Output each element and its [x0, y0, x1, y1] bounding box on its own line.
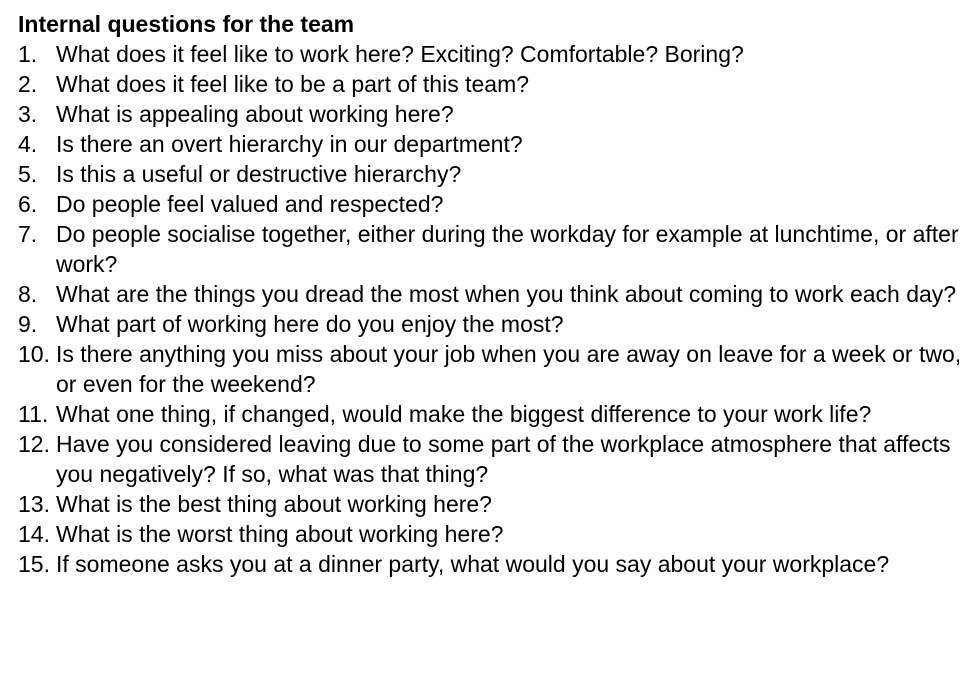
question-text: What is the best thing about working here? [56, 491, 492, 517]
question-number: 2. [18, 71, 38, 97]
question-text: Do people socialise together, either during the workday for example at lunchtime, or after work? [56, 221, 959, 277]
question-text: Have you considered leaving due to some part of the workplace atmosphere that affects you negatively? If so, what was that thing? [56, 431, 951, 487]
question-number: 13. [18, 491, 50, 517]
question-item [18, 339, 963, 399]
question-text: Do people feel valued and respected? [56, 191, 444, 217]
question-item [18, 159, 963, 189]
question-text: What part of working here do you enjoy the most? [56, 311, 564, 337]
question-item [18, 549, 963, 579]
question-item [18, 69, 963, 99]
question-item [18, 189, 963, 219]
question-text: If someone asks you at a dinner party, what would you say about your workplace? [56, 551, 890, 577]
question-text: Is this a useful or destructive hierarchy? [56, 161, 462, 187]
question-number: 8. [18, 281, 38, 307]
question-text: Is there an overt hierarchy in our department? [56, 131, 523, 157]
question-item [18, 219, 963, 279]
question-number: 1. [18, 41, 38, 67]
document-title: Internal questions for the team [18, 11, 355, 37]
question-item [18, 39, 963, 69]
question-item [18, 489, 963, 519]
question-item [18, 399, 963, 429]
question-item [18, 129, 963, 159]
question-number: 3. [18, 101, 38, 127]
question-item [18, 279, 963, 309]
question-number: 10. [18, 341, 50, 367]
question-text: Is there anything you miss about your job when you are away on leave for a week or two, or even for the weekend? [56, 341, 962, 397]
question-text: What is the worst thing about working here? [56, 521, 504, 547]
question-text: What does it feel like to be a part of this team? [56, 71, 530, 97]
question-text: What is appealing about working here? [56, 101, 454, 127]
document [18, 9, 963, 579]
question-item [18, 519, 963, 549]
question-text: What one thing, if changed, would make the biggest difference to your work life? [56, 401, 872, 427]
question-number: 9. [18, 311, 38, 337]
question-number: 12. [18, 431, 50, 457]
question-number: 15. [18, 551, 50, 577]
question-number: 11. [18, 401, 49, 427]
question-number: 6. [18, 191, 38, 217]
question-list [18, 39, 963, 579]
question-number: 5. [18, 161, 38, 187]
question-text: What are the things you dread the most when you think about coming to work each day? [56, 281, 957, 307]
question-item [18, 309, 963, 339]
question-number: 7. [18, 221, 38, 247]
question-number: 14. [18, 521, 50, 547]
question-item [18, 429, 963, 489]
question-item [18, 99, 963, 129]
question-text: What does it feel like to work here? Exciting? Comfortable? Boring? [56, 41, 744, 67]
question-number: 4. [18, 131, 38, 157]
